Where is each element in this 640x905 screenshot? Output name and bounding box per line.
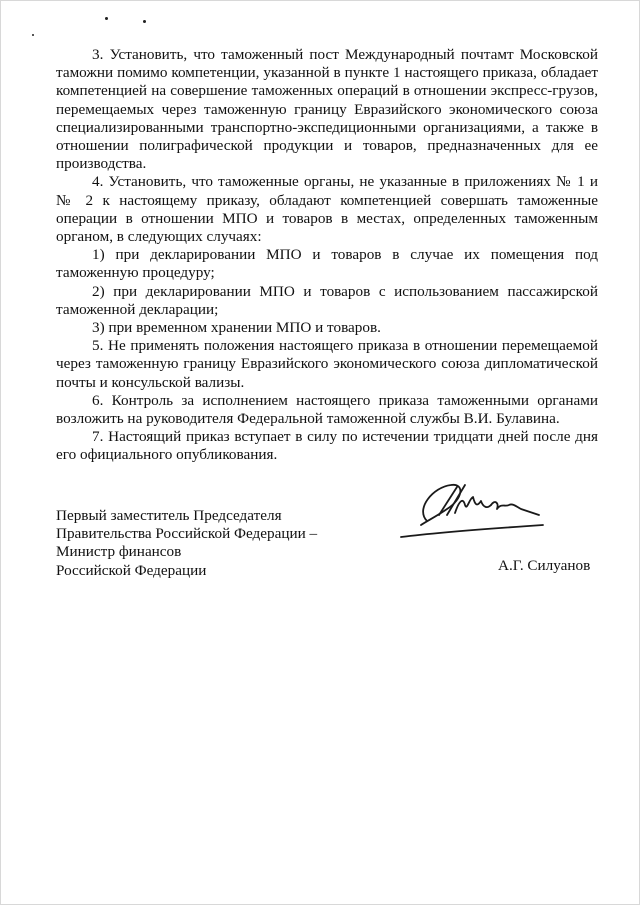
paragraph-7: 7. Настоящий приказ вступает в силу по истечении тридцати дней после дня его официального опубликования. (56, 428, 598, 464)
paragraph-5: 5. Не применять положения настоящего приказа в отношении перемещаемой через таможенную границу Евразийского экономического союза дипломатической почты и консульской вализы. (56, 337, 598, 391)
paragraph-4: 4. Установить, что таможенные органы, не указанные в приложениях № 1 и № 2 к настоящему приказу, обладают компетенцией совершать таможенные операции в отношении МПО и товаров в местах, определенных таможенным органом, в следующих случаях: (56, 173, 598, 246)
paragraph-3: 3. Установить, что таможенный пост Международный почтамт Московской таможни помимо компетенции, указанной в пункте 1 настоящего приказа, обладает компетенцией на совершение таможенных операций в отношении экспресс-грузов, перемещаемых через таможенную границу Евразийского экономического союза специализированными транспортно-экспедиционными организациями, а также в отношении полиграфической продукции и товаров, предназначенных для ее производства. (56, 46, 598, 173)
handwritten-signature-icon (393, 477, 553, 547)
signatory-title-line: Первый заместитель Председателя (56, 507, 282, 524)
scan-speck (32, 34, 34, 36)
signatory-title-line: Министр финансов (56, 543, 182, 561)
document-body (56, 46, 598, 465)
signatory-title-line: Правительства Российской Федерации – (56, 525, 318, 543)
paragraph-4-item-2: 2) при декларировании МПО и товаров с использованием пассажирской таможенной декларации; (56, 282, 598, 318)
scan-speck (105, 17, 108, 20)
signatory-name: А.Г. Силуанов (498, 557, 591, 574)
paragraph-4-item-1: 1) при декларировании МПО и товаров в случае их помещения под таможенную процедуру; (56, 246, 598, 282)
paragraph-6: 6. Контроль за исполнением настоящего приказа таможенными органами возложить на руководителя Федеральной таможенной службы В.И. Булавина. (56, 391, 598, 428)
signatory-title-line: Российской Федерации (56, 561, 207, 579)
scan-speck (143, 20, 146, 23)
paragraph-4-item-3: 3) при временном хранении МПО и товаров. (92, 319, 381, 337)
signatory-title (56, 507, 356, 580)
